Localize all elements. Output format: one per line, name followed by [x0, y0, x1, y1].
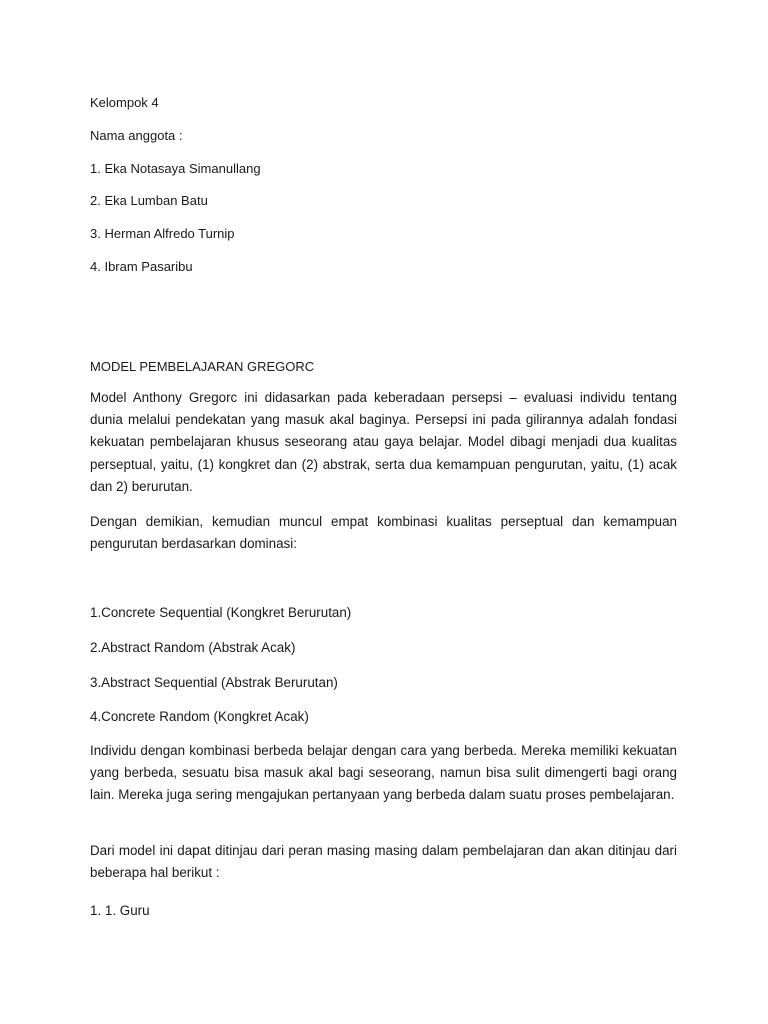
- combination-item: 1.Concrete Sequential (Kongkret Berurutan): [90, 605, 352, 620]
- paragraph-individual-differences: Individu dengan kombinasi berbeda belajar dengan cara yang berbeda. Mereka memiliki kekuatan yang berbeda, sesuatu bisa masuk akal bagi seseorang, namun bisa sulit dimengerti bagi orang lain. Mereka juga sering mengajukan pertanyaan yang berbeda dalam suatu proses pembelajaran.: [90, 743, 677, 803]
- combination-item: 3.Abstract Sequential (Abstrak Berurutan): [90, 675, 338, 690]
- combination-item: 4.Concrete Random (Kongkret Acak): [90, 709, 309, 724]
- member-item: 1. Eka Notasaya Simanullang: [90, 161, 261, 176]
- document-title: MODEL PEMBELAJARAN GREGORC: [90, 359, 315, 374]
- member-item: 4. Ibram Pasaribu: [90, 259, 193, 274]
- members-label: Nama anggota :: [90, 128, 183, 143]
- member-item: 3. Herman Alfredo Turnip: [90, 226, 235, 241]
- paragraph-combinations-intro: Dengan demikian, kemudian muncul empat kombinasi kualitas perseptual dan kemampuan pengurutan berdasarkan dominasi:: [90, 514, 677, 552]
- group-label: Kelompok 4: [90, 95, 159, 110]
- section-subheading: 1. 1. Guru: [90, 903, 150, 918]
- member-item: 2. Eka Lumban Batu: [90, 193, 208, 208]
- paragraph-intro: Model Anthony Gregorc ini didasarkan pada keberadaan persepsi – evaluasi individu tentang dunia melalui pendekatan yang masuk akal baginya. Persepsi ini pada gilirannya adalah fondasi kekuatan pembelajaran khusus seseorang atau gaya belajar. Model dibagi menjadi dua kualitas perseptual, yaitu, (1) kongkret dan (2) abstrak, serta dua kemampuan pengurutan, yaitu, (1) acak dan 2) berurutan.: [90, 390, 677, 494]
- combination-item: 2.Abstract Random (Abstrak Acak): [90, 640, 296, 655]
- paragraph-roles: Dari model ini dapat ditinjau dari peran masing masing dalam pembelajaran dan akan ditinjau dari beberapa hal berikut :: [90, 843, 677, 881]
